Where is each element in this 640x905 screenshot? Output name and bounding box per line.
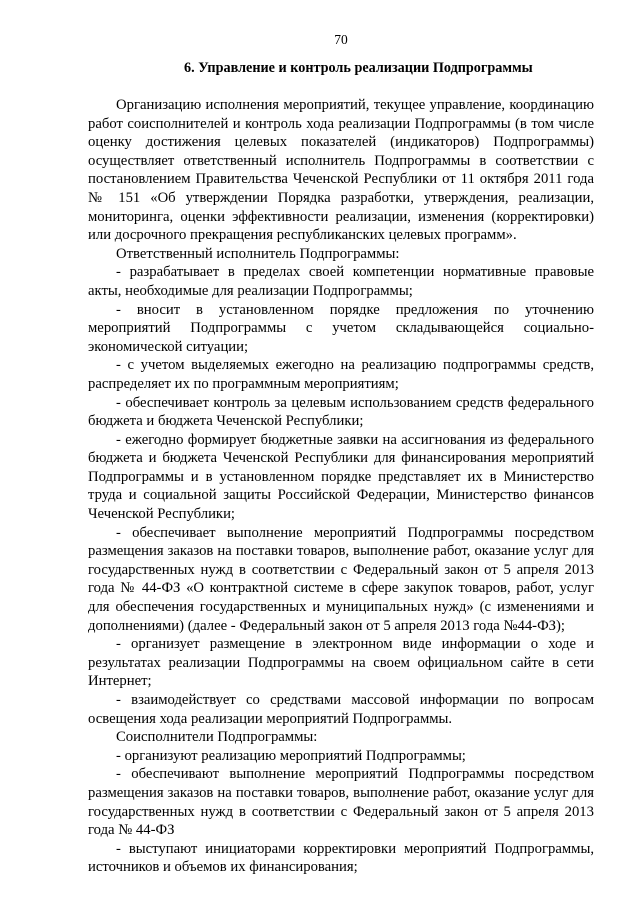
list-item: - организуют реализацию мероприятий Подпрограммы; <box>116 747 466 764</box>
document-body <box>88 96 594 877</box>
page-number: 70 <box>334 32 348 47</box>
list-item: - обеспечивает контроль за целевым использованием средств федерального бюджета и бюджета Чеченской Республики; <box>88 394 594 430</box>
paragraph-co-executors: Соисполнители Подпрограммы: <box>116 729 318 746</box>
list-item: - организует размещение в электронном виде информации о ходе и результатах реализации Подпрограммы на своем официальном сайте в сети Интернет; <box>88 636 594 690</box>
list-item: - ежегодно формирует бюджетные заявки на ассигнования из федерального бюджета и бюджета Чеченской Республики для финансирования мероприятий Подпрограммы и в установленном порядке представляет их в Министерство труда и социальной защиты Российской Федерации, Министерство финансов Чеченской Республики; <box>88 431 594 523</box>
paragraph-organization: Организацию исполнения мероприятий, текущее управление, координацию работ соисполнителей и контроль хода реализации Подпрограммы (в том числе оценку достижения целевых показателей (индикаторов) Подпрограммы) осуществляет ответственный исполнитель Подпрограммы в соответствии с постановлением Правительства Чеченской Республики от 11 октября 2011 года № 151 «Об утверждении Порядка разработки, утверждения, реализации, мониторинга, оценки эффективности реализации, изменения (корректировки) или досрочного прекращения республиканских целевых программ». <box>88 97 594 244</box>
list-item: - выступают инициаторами корректировки мероприятий Подпрограммы, источников и объемов их финансирования; <box>88 840 594 876</box>
paragraph-responsible-executor: Ответственный исполнитель Подпрограммы: <box>116 245 400 262</box>
list-item: - обеспечивают выполнение мероприятий Подпрограммы посредством размещения заказов на поставки товаров, выполнение работ, оказание услуг для государственных нужд в соответствии с Федеральный закон от 5 апреля 2013 года № 44-ФЗ <box>88 766 594 839</box>
list-item: - вносит в установленном порядке предложения по уточнению мероприятий Подпрограммы с учетом складывающейся социально-экономической ситуации; <box>88 301 594 355</box>
list-item: - с учетом выделяемых ежегодно на реализацию подпрограммы средств, распределяет их по программным мероприятиям; <box>88 357 594 392</box>
list-item: - разрабатывает в пределах своей компетенции нормативные правовые акты, необходимые для реализации Подпрограммы; <box>88 264 594 299</box>
list-item: - взаимодействует со средствами массовой информации по вопросам освещения хода реализации мероприятий Подпрограммы. <box>88 692 594 727</box>
list-item: - обеспечивает выполнение мероприятий Подпрограммы посредством размещения заказов на поставки товаров, выполнение работ, оказание услуг для государственных нужд в соответствии с Федеральный закон от 5 апреля 2013 года № 44-ФЗ «О контрактной системе в сфере закупок товаров, работ, услуг для обеспечения государственных и муниципальных нужд» (с изменениями и дополнениями) (далее - Федеральный закон от 5 апреля 2013 года №44-ФЗ); <box>88 524 594 634</box>
section-heading: 6. Управление и контроль реализации Подпрограммы <box>184 60 533 76</box>
